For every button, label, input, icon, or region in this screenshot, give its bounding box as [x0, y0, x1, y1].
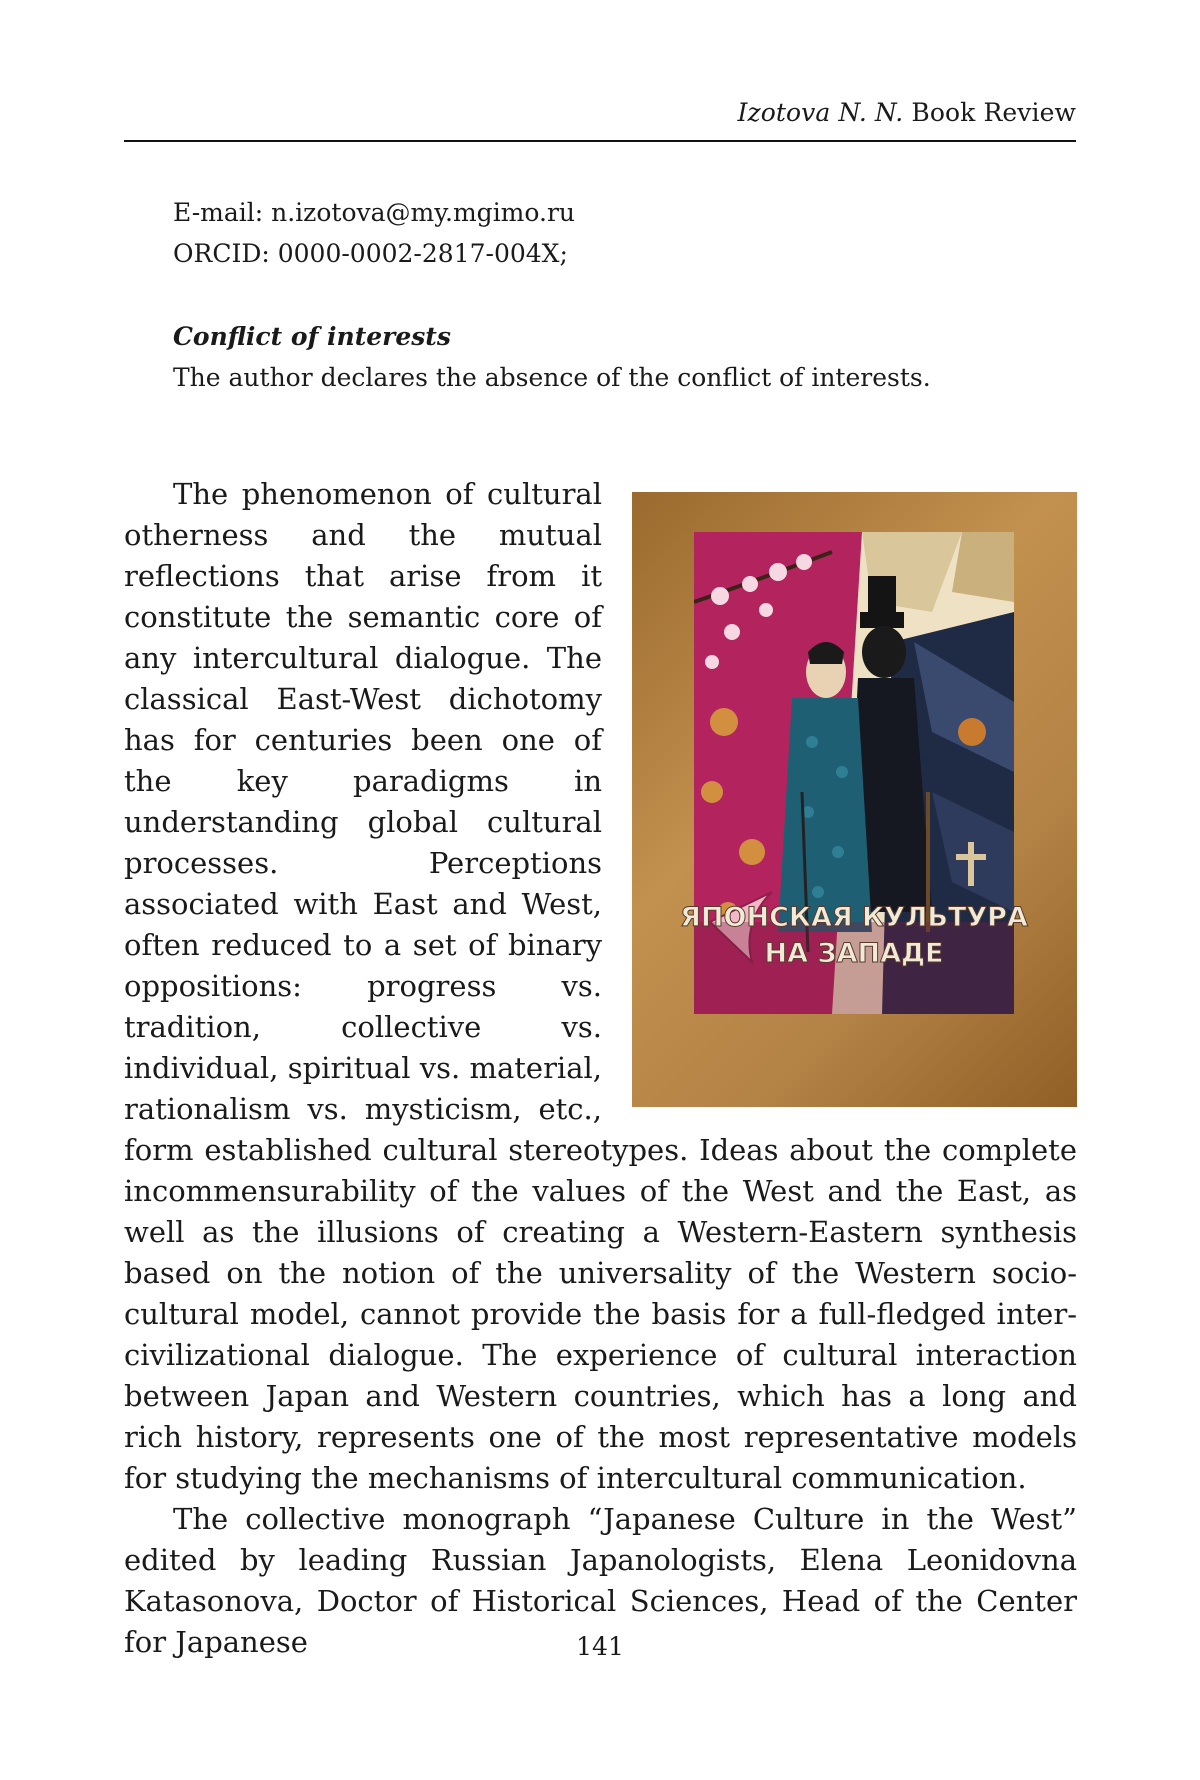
page-number: 141 — [576, 1632, 624, 1661]
running-head — [737, 98, 1076, 127]
book-cover-image — [632, 492, 1077, 1107]
book-cover-illustration — [632, 492, 1077, 1107]
body-paragraph-1: The phenomenon of cultural otherness and the mutual reflections that arise from it constitute the semantic core of any intercultural dialogue. The classical East-West dichotomy has for centuries been one of the key paradigms in understanding global cultural processes. Perceptions associated with East and West, often reduced to a set of binary oppositions: progress vs. tradition, collective vs. individual, spiritual vs. material, rationalism vs. mysticism, etc., form established cultural stereotypes. Ideas about the complete incommensurability of the values of the West and the East, as well as the illusions of creating a Western-Eastern synthesis based on the notion of the universality of the Western socio-cultural model, cannot provide the basis for a full-fledged inter-civilizational dialogue. The experience of cultural interaction between Japan and Western countries, which has a long and rich history, represents one of the most representative models for studying the mechanisms of intercultural communication. — [124, 477, 1077, 1495]
running-head-section: Book Review — [911, 98, 1076, 127]
orcid-line: ORCID: 0000-0002-2817-004X; — [173, 239, 568, 268]
conflict-title: Conflict of interests — [173, 322, 451, 351]
running-head-author: Izotova N. N. — [737, 98, 904, 127]
contact-block — [173, 192, 575, 274]
conflict-of-interests — [173, 316, 931, 398]
body-paragraph-2: The collective monograph “Japanese Culture in the West” edited by leading Russian Japanologists, Elena Leonidovna Katasonova, Doctor of Historical Sciences, Head of the Center for Japanese — [124, 1502, 1077, 1659]
cover-title-line-1: ЯПОНСКАЯ КУЛЬТУРА — [680, 902, 1028, 933]
email-line: E-mail: n.izotova@my.mgimo.ru — [173, 198, 576, 227]
conflict-text: The author declares the absence of the conflict of interests. — [173, 363, 931, 392]
cover-title-line-2: НА ЗАПАДЕ — [764, 938, 944, 969]
header-rule — [124, 140, 1076, 142]
body-text — [124, 474, 1077, 1663]
